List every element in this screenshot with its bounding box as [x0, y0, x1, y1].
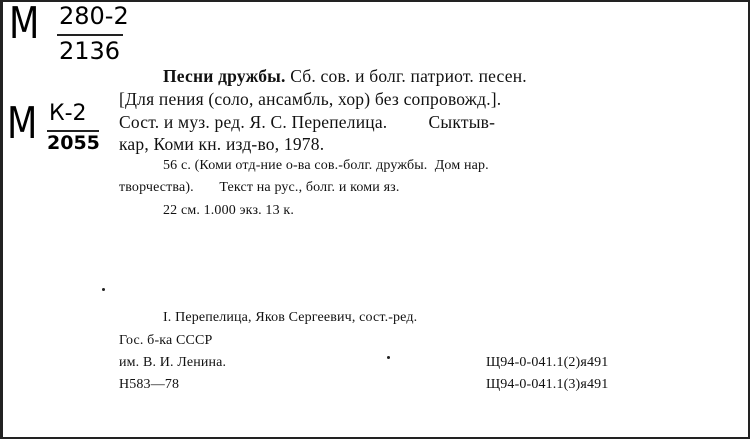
description-line-4: кар, Коми кн. изд-во, 1978.	[119, 134, 325, 154]
handwritten-letter-middle: М	[7, 98, 38, 149]
book-title: Песни дружбы.	[163, 66, 286, 86]
handwritten-code-top: 280-2	[59, 2, 129, 30]
handwritten-code-top-lower: 2136	[59, 37, 121, 65]
description-line-3: Сост. и муз. ред. Я. С. Перепелица. Сыктыв-	[119, 112, 496, 132]
stray-dot	[102, 288, 105, 291]
handwritten-code-middle: К-2	[49, 101, 87, 126]
handwritten-underline-top	[57, 34, 123, 36]
title-continuation: Сб. сов. и болг. патриот. песен.	[290, 66, 527, 86]
description-line-6: творчества). Текст на рус., болг. и коми яз.	[119, 180, 400, 195]
library-line-1: Гос. б-ка СССР	[119, 333, 213, 348]
description-line-7: 22 см. 1.000 экз. 13 к.	[163, 203, 294, 218]
card-number: Н583—78	[119, 377, 180, 392]
library-line-2: им. В. И. Ленина.	[119, 355, 227, 370]
stray-dot	[387, 356, 390, 359]
shelf-mark-2: Щ94-0-041.1(3)я491	[486, 377, 609, 392]
description-line-1	[163, 66, 527, 87]
description-line-5: 56 с. (Коми отд-ние о-ва сов.-болг. дружбы. Дом нар.	[163, 158, 489, 173]
handwritten-letter-top: М	[9, 0, 40, 49]
handwritten-code-middle-lower: 2055	[47, 132, 100, 154]
description-line-2: [Для пения (соло, ансамбль, хор) без сопровожд.].	[119, 89, 502, 109]
author-entry: I. Перепелица, Яков Сергеевич, сост.-ред.	[163, 310, 418, 325]
shelf-mark-1: Щ94-0-041.1(2)я491	[486, 355, 609, 370]
